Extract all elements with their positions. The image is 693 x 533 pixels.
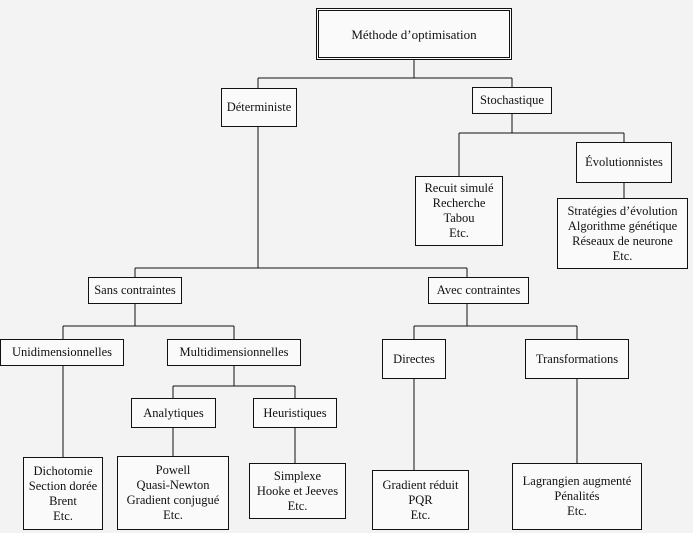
deterministe-label: Déterministe (226, 100, 292, 114)
analytic-line-2: Quasi-Newton (136, 478, 210, 492)
unidimensionnelles-label: Unidimensionnelles (12, 345, 112, 359)
direct-line-3: Etc. (410, 507, 431, 522)
heuristic-line-1: Simplexe (273, 468, 322, 483)
analytiques-node (131, 398, 216, 428)
direct-methods-node (372, 470, 469, 530)
heuristic-line-3: Etc. (287, 498, 308, 513)
evolution-line-2: Algorithme génétique (567, 218, 678, 233)
avec-contraintes-node (428, 277, 529, 304)
analytic-line-3: Gradient conjugué (126, 493, 220, 507)
evolutionnistes-label: Évolutionnistes (585, 155, 663, 169)
stochastique-node (472, 87, 552, 114)
analytic-line-1: Powell (155, 463, 191, 477)
uni-line-2: Section dorée (28, 478, 98, 493)
evolution-line-1: Stratégies d’évolution (567, 203, 678, 218)
uni-line-4: Etc. (53, 508, 73, 523)
recuit-line-4: Etc. (449, 226, 469, 240)
sans-contraintes-label: Sans contraintes (94, 283, 176, 297)
transform-line-3: Etc. (567, 504, 587, 518)
directes-label: Directes (393, 351, 435, 366)
heuristic-methods-node (249, 463, 346, 519)
unidimensionnelles-node (0, 339, 124, 366)
deterministe-node (221, 88, 297, 127)
transformations-label: Transformations (535, 351, 619, 366)
heuristic-line-2: Hooke et Jeeves (256, 483, 339, 498)
root-label: Méthode d’optimisation (351, 26, 477, 42)
recuit-node (415, 176, 503, 246)
analytic-line-4: Etc. (163, 508, 183, 522)
multidimensionnelles-node (167, 339, 301, 366)
transformations-node (525, 339, 629, 379)
recuit-line-2: Recherche (432, 196, 486, 210)
root-node (316, 8, 512, 60)
heuristiques-label: Heuristiques (263, 405, 327, 420)
uni-line-1: Dichotomie (33, 463, 93, 478)
evolution-line-3: Réseaux de neurone (572, 233, 673, 248)
heuristiques-node (253, 398, 337, 428)
evolutionnistes-node (576, 142, 672, 183)
transform-methods-node (512, 463, 642, 530)
sans-contraintes-node (88, 277, 182, 304)
avec-contraintes-label: Avec contraintes (436, 283, 521, 297)
direct-line-2: PQR (408, 492, 433, 507)
uni-line-3: Brent (49, 493, 77, 508)
stochastique-label: Stochastique (480, 93, 544, 107)
direct-line-1: Gradient réduit (382, 477, 459, 492)
transform-line-1: Lagrangien augmenté (522, 474, 632, 488)
analytic-methods-node (117, 456, 229, 530)
evolution-line-4: Etc. (612, 248, 633, 263)
evolution-methods-node (557, 198, 688, 269)
analytiques-label: Analytiques (143, 405, 204, 420)
recuit-line-3: Tabou (443, 211, 475, 225)
recuit-line-1: Recuit simulé (424, 181, 494, 195)
uni-methods-node (23, 457, 103, 530)
transform-line-2: Pénalités (554, 489, 600, 503)
directes-node (382, 339, 446, 379)
multidimensionnelles-label: Multidimensionnelles (179, 345, 289, 359)
